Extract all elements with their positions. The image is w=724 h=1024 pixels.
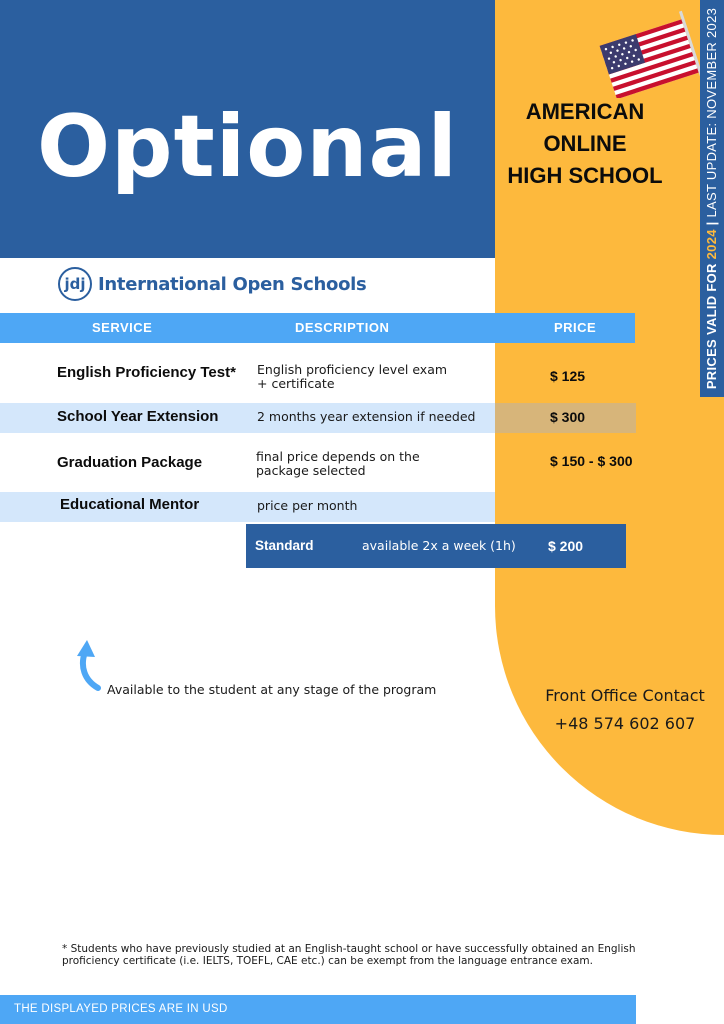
validity-prefix: PRICES VALID FOR [704, 259, 719, 390]
table-row-description: price per month [257, 498, 358, 513]
table-row-price: $ 125 [550, 368, 586, 384]
curved-arrow-up-icon [72, 636, 108, 692]
table-row-description [256, 450, 420, 478]
table-row-service: Graduation Package [57, 454, 203, 471]
validity-year: 2024 [704, 229, 719, 260]
standard-plan-label: Standard [255, 538, 314, 553]
header-service: SERVICE [92, 320, 153, 335]
table-row-price: $ 150 - $ 300 [550, 453, 633, 469]
currency-note: THE DISPLAYED PRICES ARE IN USD [14, 1003, 228, 1015]
table-row-service: School Year Extension [57, 408, 219, 425]
validity-text [700, 0, 724, 397]
description-line: final price depends on the [256, 449, 420, 464]
school-title-line: AMERICAN [525, 99, 645, 124]
table-row-service: English Proficiency Test* [57, 364, 236, 381]
description-line: English proficiency level exam [257, 362, 448, 377]
standard-plan-box [246, 524, 626, 568]
table-row-description [257, 363, 447, 391]
page-title: Optional [36, 97, 459, 197]
contact-label: Front Office Contact [545, 686, 705, 705]
header-price: PRICE [554, 320, 597, 335]
table-row-description: 2 months year extension if needed [257, 409, 476, 424]
validity-update: LAST UPDATE: NOVEMBER 2023 [704, 7, 719, 218]
contact-phone: +48 574 602 607 [554, 714, 696, 733]
school-title [505, 96, 665, 192]
usa-flag-icon [598, 8, 708, 98]
school-title-line: HIGH SCHOOL [507, 163, 663, 188]
standard-plan-description: available 2x a week (1h) [362, 538, 516, 553]
logo [58, 264, 366, 304]
footnote: * Students who have previously studied at an English-taught school or have successfully obtained an English proficiency certificate (i.e. IELTS, TOEFL, CAE etc.) can be exempt from the language entrance exam. [62, 943, 636, 967]
table-row-price: $ 300 [550, 409, 586, 425]
availability-note: Available to the student at any stage of the program [107, 682, 437, 697]
school-title-line: ONLINE [543, 131, 627, 156]
description-line: + certificate [257, 376, 335, 391]
header-description: DESCRIPTION [295, 320, 390, 335]
standard-plan-price: $ 200 [548, 538, 584, 554]
logo-text: International Open Schools [98, 273, 367, 295]
table-row-service: Educational Mentor [60, 496, 200, 513]
description-line: package selected [256, 463, 366, 478]
logo-mark-icon: jdj [58, 267, 92, 301]
validity-separator: | [704, 217, 719, 230]
